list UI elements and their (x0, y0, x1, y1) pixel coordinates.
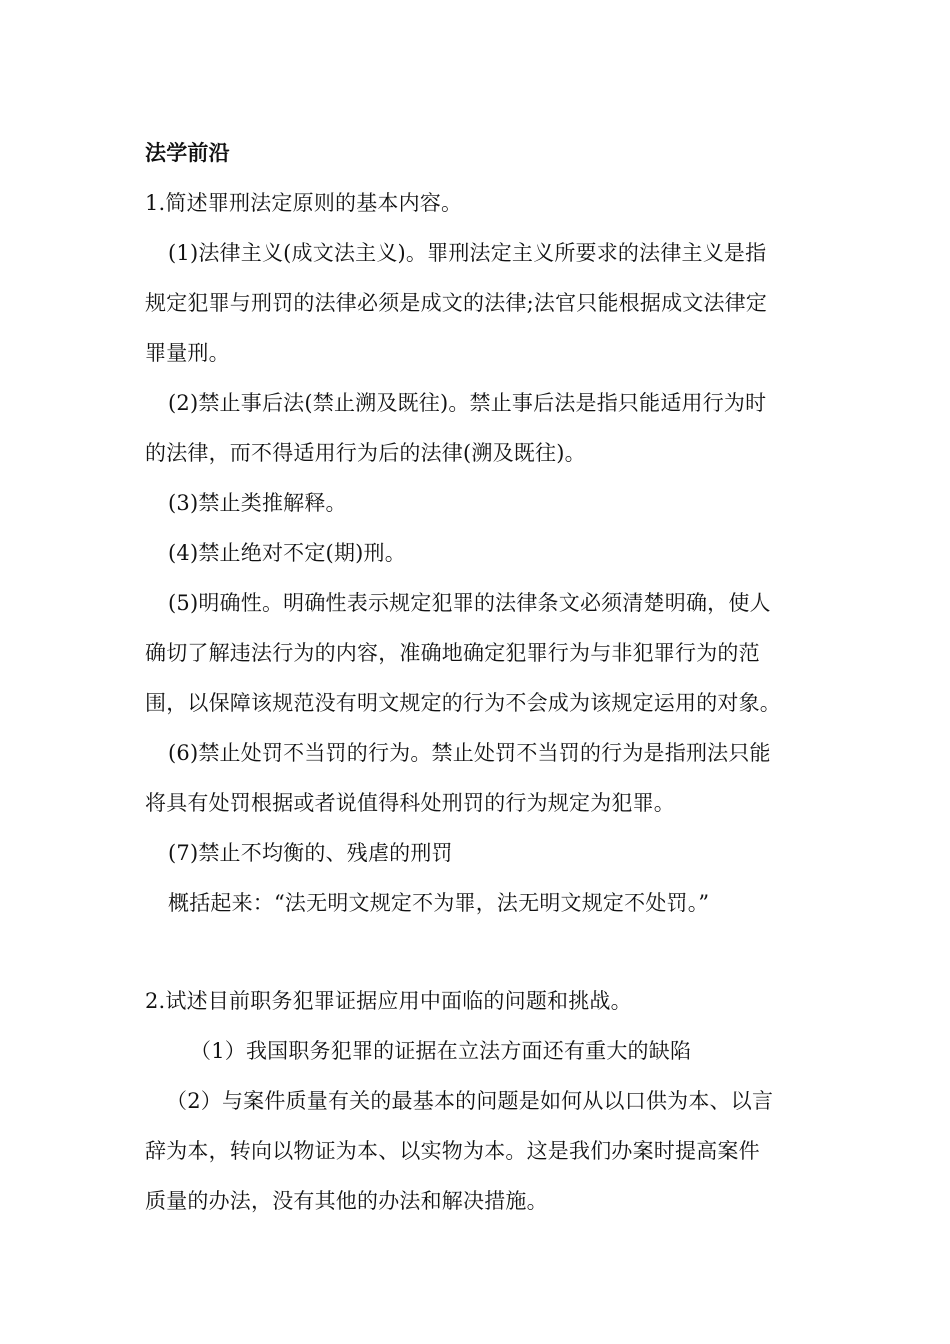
document-title: 法学前沿 (145, 140, 230, 165)
q2-paragraph-2-line-3: 质量的办法，没有其他的办法和解决措施。 (145, 1189, 548, 1213)
q1-paragraph-2-line-2: 的法律，而不得适用行为后的法律(溯及既往)。 (145, 441, 586, 465)
q1-paragraph-2-line-1: (2)禁止事后法(禁止溯及既往)。禁止事后法是指只能适用行为时 (168, 391, 767, 415)
q1-paragraph-1-line-2: 规定犯罪与刑罚的法律必须是成文的法律;法官只能根据成文法律定 (145, 291, 768, 315)
q1-paragraph-1-line-3: 罪量刑。 (145, 341, 230, 365)
q1-paragraph-5-line-1: (5)明确性。明确性表示规定犯罪的法律条文必须清楚明确，使人 (168, 591, 771, 615)
q1-summary: 概括起来：“法无明文规定不为罪，法无明文规定不处罚。” (168, 891, 710, 915)
q1-paragraph-3: (3)禁止类推解释。 (168, 491, 347, 515)
q2-paragraph-1: （1）我国职务犯罪的证据在立法方面还有重大的缺陷 (190, 1039, 692, 1063)
q1-paragraph-1-line-1: (1)法律主义(成文法主义)。罪刑法定主义所要求的法律主义是指 (168, 241, 767, 265)
q1-paragraph-6-line-1: (6)禁止处罚不当罚的行为。禁止处罚不当罚的行为是指刑法只能 (168, 741, 771, 765)
q2-paragraph-2-line-2: 辞为本，转向以物证为本、以实物为本。这是我们办案时提高案件 (145, 1139, 760, 1163)
q1-paragraph-5-line-3: 围，以保障该规范没有明文规定的行为不会成为该规定运用的对象。 (145, 691, 781, 715)
question-1: 1.简述罪刑法定原则的基本内容。 (145, 191, 463, 215)
q2-paragraph-2-line-1: （2）与案件质量有关的最基本的问题是如何从以口供为本、以言 (166, 1089, 774, 1113)
q1-paragraph-4: (4)禁止绝对不定(期)刑。 (168, 541, 406, 565)
question-2: 2.试述目前职务犯罪证据应用中面临的问题和挑战。 (145, 989, 632, 1013)
q1-paragraph-7: (7)禁止不均衡的、残虐的刑罚 (168, 841, 453, 865)
q1-paragraph-6-line-2: 将具有处罚根据或者说值得科处刑罚的行为规定为犯罪。 (145, 791, 675, 815)
q1-paragraph-5-line-2: 确切了解违法行为的内容，准确地确定犯罪行为与非犯罪行为的范 (145, 641, 760, 665)
